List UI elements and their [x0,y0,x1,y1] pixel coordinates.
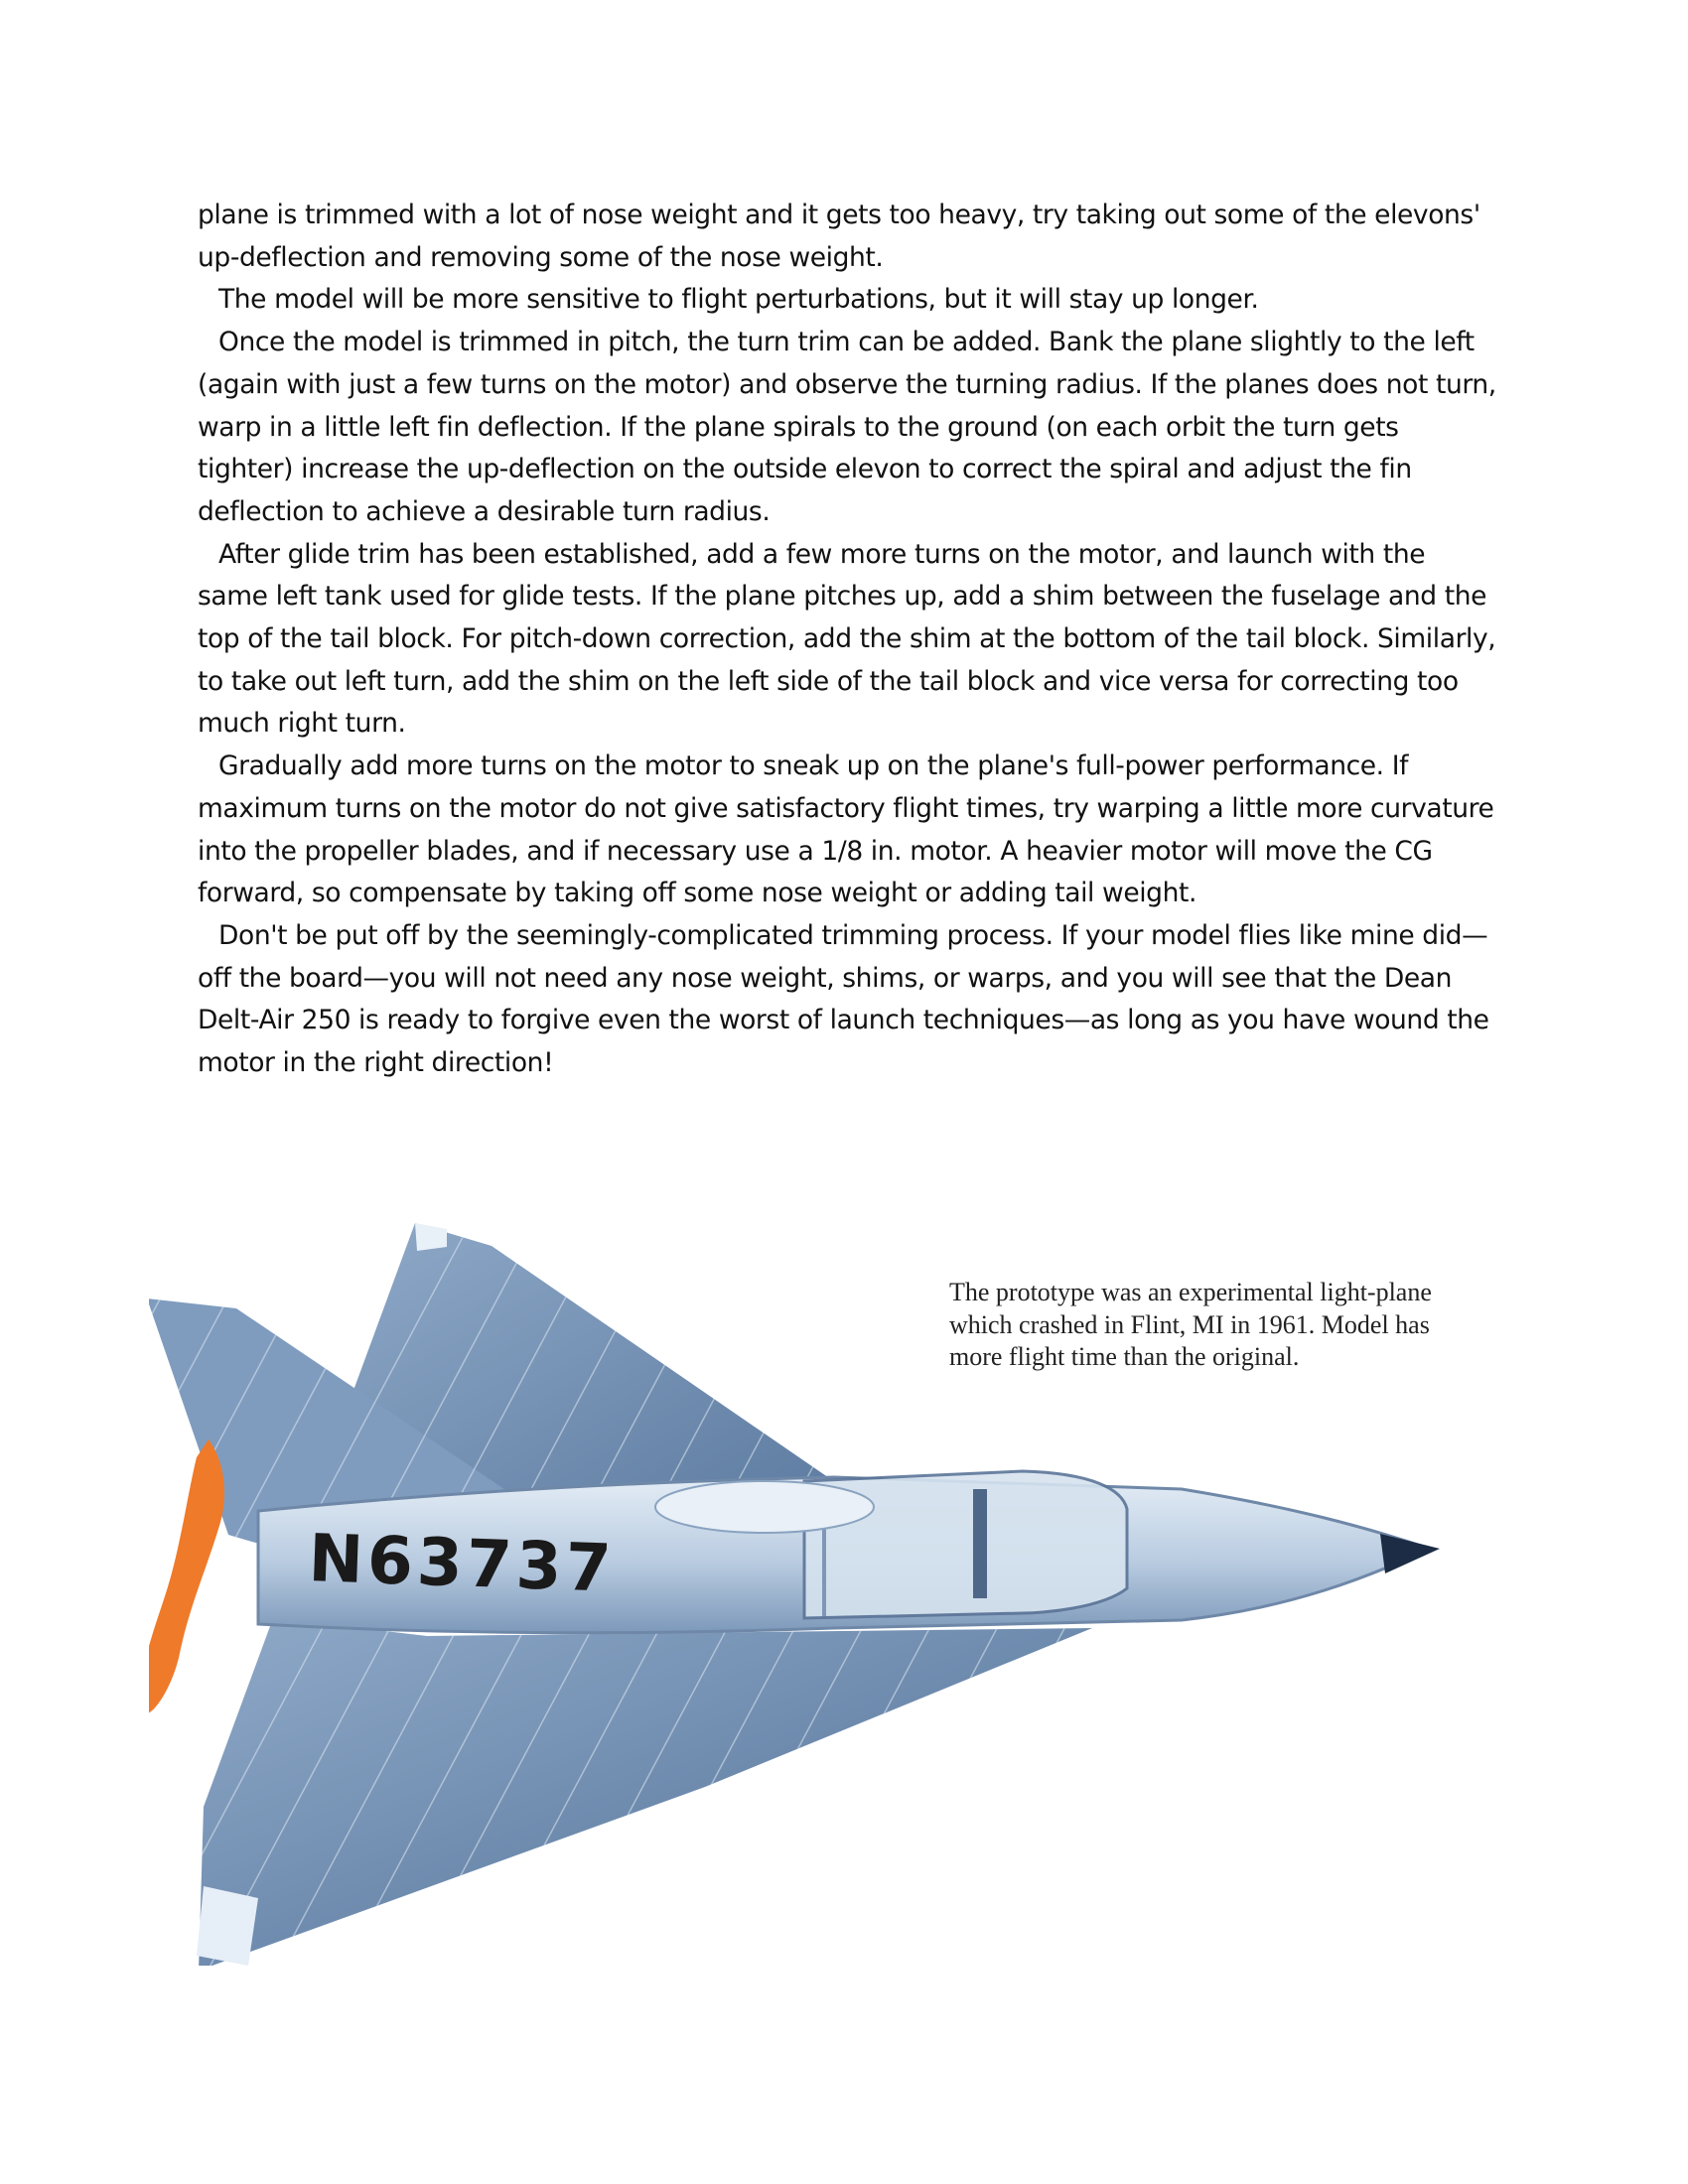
paragraph-4: After glide trim has been established, add a few more turns on the motor, and launch with the same left tank used for glide tests. If the plane pitches up, add a shim between the fuselage and the top of the tail block. For pitch-down correction, add the shim at the bottom of the tail block. Similarly, to take out left turn, add the shim on the left side of the tail block and vice versa for correcting too much right turn. [198,538,1496,740]
nose-tip [1380,1534,1440,1573]
registration-lettering: N63737 [307,1520,617,1607]
paragraph-2: The model will be more sensitive to flight perturbations, but it will stay up longer. [218,284,1259,316]
paragraph-3: Once the model is trimmed in pitch, the turn trim can be added. Bank the plane slightly to the left (again with just a few turns on the motor) and observe the turning radius. If the planes does not turn, warp in a little left fin deflection. If the plane spirals to the ground (on each orbit the turn gets tighter) increase the up-deflection on the outside elevon to correct the spiral and adjust the fin deflection to achieve a desirable turn radius. [198,327,1496,527]
propeller [149,1439,224,1713]
paragraph-5: Gradually add more turns on the motor to sneak up on the plane's full-power performance. If maximum turns on the motor do not give satisfactory flight times, try warping a little more curvature into the propeller blades, and if necessary use a 1/8 in. motor. A heavier motor will move the CG forward, so compensate by taking off some nose weight or adding tail weight. [198,751,1494,909]
article-body [198,195,1498,1085]
paragraph-6: Don't be put off by the seemingly-complicated trimming process. If your model flies like mine did—off the board—you will not need any nose weight, shims, or warps, and you will see that the Dean Delt-Air 250 is ready to forgive even the worst of launch techniques—as long as you have wound the motor in the right direction! [198,919,1489,1079]
figure-caption: The prototype was an experimental light-plane which crashed in Flint, MI in 1961. Model has more flight time than the original. [949,1278,1432,1371]
paragraph-1: plane is trimmed with a lot of nose weight and it gets too heavy, try taking out some of the elevons' up-deflection and removing some of the nose weight. [198,200,1480,273]
